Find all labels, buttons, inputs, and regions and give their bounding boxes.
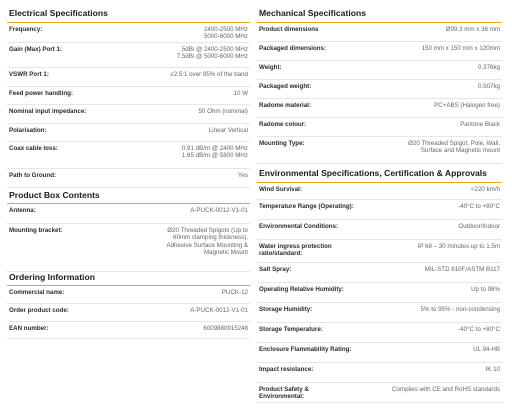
spec-value [434,102,500,109]
spec-row [7,286,250,304]
section-title: Mechanical Specifications [257,8,502,23]
spec-row [7,142,250,169]
line: Mounting bracket: [9,227,63,234]
spec-label [259,203,354,210]
section-title: Electrical Specifications [7,8,250,23]
line: EAN number: [9,325,49,332]
spec-value [170,71,248,78]
spec-value [234,90,248,97]
spec-value [458,326,500,333]
spec-label [259,366,313,373]
spec-label [259,266,291,273]
line: Packaged dimensions: [259,45,327,52]
spec-label [259,306,312,313]
spec-value [460,121,500,128]
spec-label [259,64,282,71]
line: Salt Spray: [259,266,292,273]
line: Operating Relative Humidity: [259,286,344,293]
spec-label [9,325,49,332]
spec-value [478,64,500,71]
line: 0.376kg [477,64,500,71]
spec-row [7,224,250,272]
spec-label [259,346,352,353]
line: Polarisation: [9,127,47,134]
line: 5dBi @ 2400-2500 MHz [181,46,248,53]
spec-row [7,124,250,142]
line: 50 Ohm (nominal) [198,108,248,115]
spec-row [7,204,250,224]
line: Order product code: [9,307,69,314]
spec-label [259,121,306,128]
spec-row [257,137,502,164]
line: A-PUCK-0012-V1-01 [190,207,248,214]
line: Environmental: [259,393,305,401]
line: A-PUCK-0012-V1-01 [190,307,248,314]
ordering-section [7,272,250,339]
spec-label [9,71,49,78]
line: ratio/standard: [259,250,303,258]
spec-value [418,243,500,250]
spec-label [259,223,338,230]
spec-row [7,169,250,188]
line: IK 10 [485,366,500,373]
spec-label [259,386,309,401]
line: Frequency: [9,26,43,33]
spec-row [257,220,502,240]
line: Ø20 Threaded Spigot, Pole, Wall, [408,140,500,147]
line: Product Safety & [259,386,309,393]
spec-label [259,243,332,258]
spec-row [257,80,502,99]
spec-label [9,207,36,214]
section-title: Product Box Contents [7,190,250,204]
line: Storage Temperature: [259,326,323,333]
section-title: Ordering Information [7,272,250,286]
line: Up to 98% [471,286,500,293]
spec-label [259,140,305,147]
section-title: Environmental Specifications, Certification & Approvals [257,168,502,183]
spec-value [425,266,500,273]
spec-row [257,240,502,263]
line: 0.91 dB/m @ 2400 MHz [181,145,248,152]
line: Radome colour: [259,121,307,128]
line: PC+ABS (Halogen free) [434,102,500,109]
product-box-section [7,190,250,272]
mechanical-section [257,8,502,164]
line: Yes [237,172,248,179]
spec-row [7,304,250,322]
spec-label [9,289,64,296]
spec-row [7,43,250,68]
spec-row [7,322,250,339]
spec-label [259,186,302,193]
line: Environmental Conditions: [259,223,339,230]
spec-label [259,326,323,333]
line: Mounting Type: [259,140,305,147]
spec-value [392,386,500,393]
line: -40°C to +80°C [458,203,500,210]
spec-value [486,366,500,373]
line: VSWR Port 1: [9,71,49,78]
line: Linear Vertical [208,127,248,134]
spec-row [257,363,502,383]
spec-value [177,46,248,61]
spec-label [9,26,42,33]
spec-label [9,172,56,179]
line: 0.507kg [477,83,500,90]
line: Product dimensions [259,26,319,33]
line: Antenna: [9,207,36,214]
line: Water ingress protection [259,243,332,250]
spec-value [209,127,248,134]
spec-row [257,23,502,42]
line: MIL-STD 810F/ASTM B117 [424,266,500,273]
spec-label [259,45,326,52]
line: PUCK-12 [221,289,248,296]
spec-value [458,203,500,210]
spec-value [471,286,500,293]
spec-value [458,223,500,230]
line: Enclosure Flammability Rating: [259,346,352,353]
environmental-section [257,168,502,403]
spec-label [259,83,311,90]
spec-value [222,289,248,296]
spec-label [259,102,311,109]
spec-value [166,227,248,257]
line: Coax cable loss: [9,145,58,152]
line: Ø99.3 mm x 36 mm [445,26,500,33]
spec-value [478,83,500,90]
line: Weight: [259,64,282,71]
spec-value [471,186,500,193]
spec-row [257,303,502,323]
spec-value [190,207,248,214]
line: Wind Survival: [259,186,302,193]
spec-value [203,325,248,332]
spec-value [408,140,500,155]
line: IP 68 – 30 minutes up to 1.5m [417,243,500,250]
line: UL 94-HB [473,346,500,353]
line: Outdoor/Indoor [458,223,500,230]
spec-value [421,306,500,313]
line: 5% to 95% - non-condensing [420,306,500,313]
spec-row [257,42,502,61]
spec-row [257,323,502,343]
line: -40°C to +80°C [458,326,500,333]
spec-row [257,263,502,283]
spec-label [259,26,318,33]
spec-value [182,145,248,160]
spec-row [257,61,502,80]
spec-label [9,127,46,134]
spec-value [446,26,500,33]
spec-label [9,307,69,314]
spec-row [257,183,502,200]
line: ≤2.5:1 over 95% of the band [170,71,248,78]
spec-value [473,346,500,353]
line: Nominal input impedance: [9,108,87,115]
line: 60mm clamping thickness), [173,234,248,242]
spec-value [422,45,500,52]
spec-row [7,68,250,87]
spec-value [204,26,248,41]
line: 5000-6000 MHz [203,33,248,41]
line: Commercial name: [9,289,65,296]
spec-row [257,343,502,363]
spec-value [238,172,248,179]
line: Impact resistance: [259,366,314,373]
line: 2400-2500 MHz [203,26,248,33]
line: Complies with CE and RoHS standards [392,386,500,393]
spec-label [9,46,62,53]
line: Temperature Range (Operating): [259,203,354,210]
spec-label [259,286,344,293]
line: Path to Ground: [9,172,57,179]
electrical-section [7,8,250,188]
line: Packaged weight: [259,83,312,90]
spec-label [9,227,63,234]
spec-row [257,118,502,137]
spec-row [7,87,250,105]
line: 150 mm x 150 mm x 120mm [421,45,500,52]
spec-label [9,145,58,152]
line: 1.65 dB/m @ 5800 MHz [181,152,248,160]
line: Adhesive Surface Mounting & [166,241,248,249]
line: Surface and Magnetic mount [420,147,500,155]
spec-value [190,307,248,314]
line: <220 km/h [470,186,500,193]
line: Pantone Black [460,121,500,128]
spec-row [7,23,250,43]
spec-row [7,105,250,124]
spec-label [9,108,86,115]
line: 10 W [233,90,248,97]
spec-row [257,200,502,220]
line: Feed power handling: [9,90,73,97]
spec-label [9,90,73,97]
line: 7.5dBi @ 5000-6000 MHz [176,53,248,61]
line: Radome material: [259,102,311,109]
spec-row [257,283,502,303]
line: 6009880915248 [203,325,248,332]
line: Magnetic Mount [203,249,248,257]
spec-row [257,383,502,403]
line: Ø20 Threaded Spigots (Up to [167,227,248,234]
line: Storage Humidity: [259,306,313,313]
line: Gain (Max) Port 1: [9,46,62,53]
spec-value [198,108,248,115]
spec-row [257,99,502,118]
